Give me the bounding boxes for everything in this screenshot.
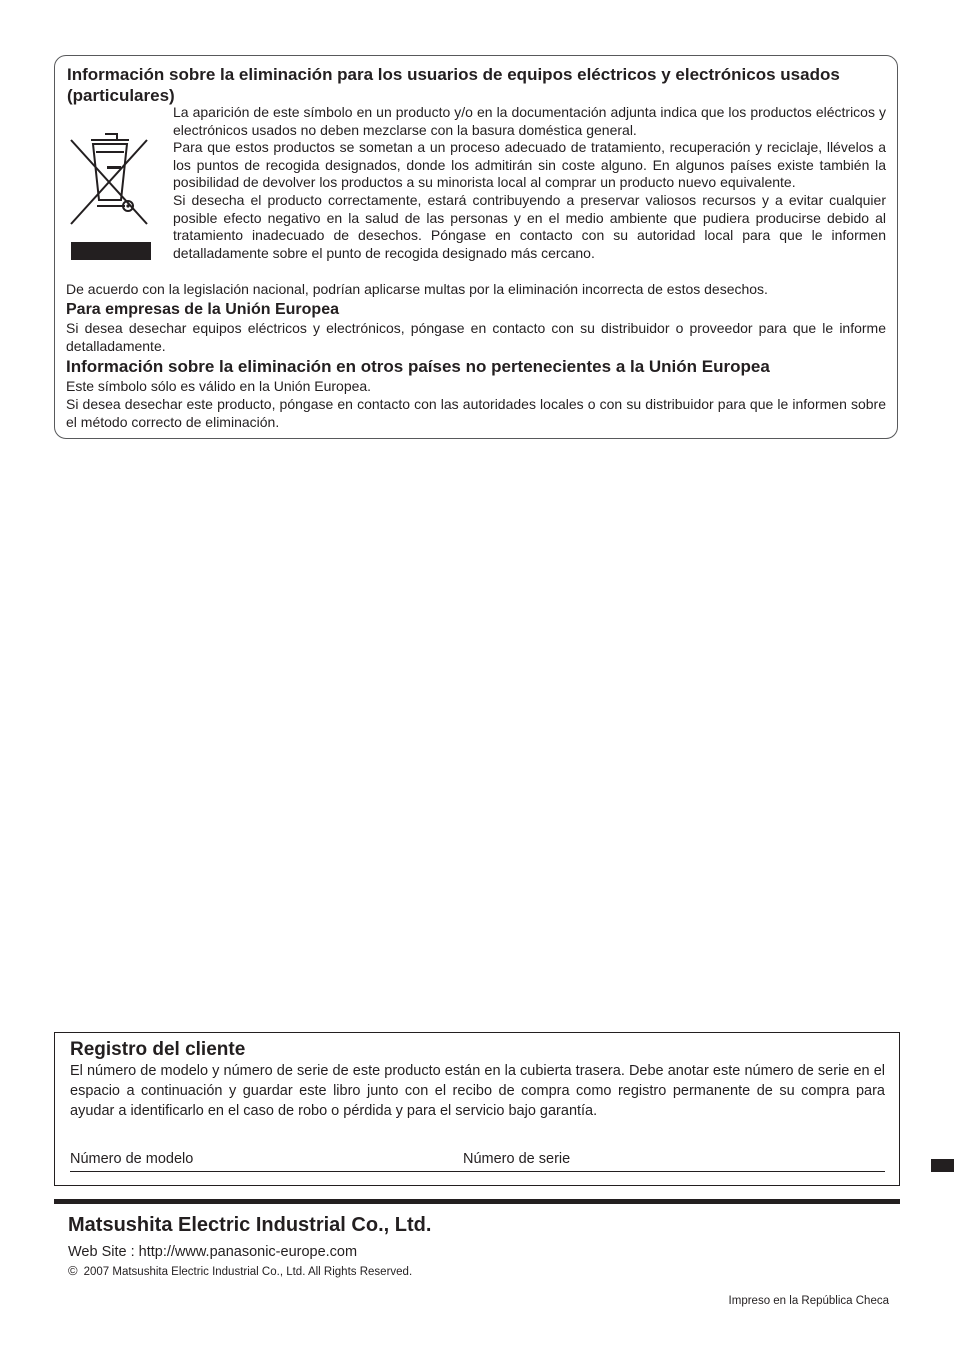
serial-number-label: Número de serie [463, 1151, 571, 1167]
copyright-text: 2007 Matsushita Electric Industrial Co., Ltd. All Rights Reserved. [83, 1266, 413, 1278]
company-name: Matsushita Electric Industrial Co., Ltd. [68, 1214, 432, 1236]
record-field-line [70, 1171, 885, 1172]
disposal-info-box [54, 55, 898, 439]
intro-paragraph: Si desecha el producto correctamente, estará contribuyendo a preservar valiosos recursos y a evitar cualquier posible efecto negativo en la salud de las personas y en el medio ambiente que pudiera producirse debido al tratamiento inadecuado de desechos. Póngase en contacto con su autoridad local para que le informen detalladamente sobre el punto de recogida designado más cercano. [173, 191, 886, 261]
other-countries-text-2: Si desea desechar este producto, póngase en contacto con las autoridades locales o con su distribuidor para que le informen sobre el método correcto de eliminación. [66, 396, 886, 430]
page-edge-tab [931, 1159, 954, 1172]
customer-record-box [54, 1032, 900, 1186]
crossed-out-wheelie-bin-icon [67, 126, 151, 266]
disposal-title: Información sobre la eliminación para los usuarios de equipos eléctricos y electrónicos usados (particulares) [67, 65, 840, 105]
copyright-symbol: © [68, 1263, 78, 1278]
intro-paragraph: La aparición de este símbolo en un producto y/o en la documentación adjunta indica que los productos eléctricos y electrónicos usados no deben mezclarse con la basura doméstica general. [173, 104, 886, 138]
intro-paragraph: Para que estos productos se sometan a un proceso adecuado de tratamiento, recuperación y reciclaje, llévelos a los puntos de recogida designados, donde los admitirán sin coste alguno. En algunos países existe también la posibilidad de devolver los productos a su minorista local al comprar un producto nuevo equivalente. [173, 139, 886, 191]
business-heading: Para empresas de la Unión Europea [66, 301, 339, 318]
other-countries-text-1: Este símbolo sólo es válido en la Unión Europea. [66, 378, 372, 394]
printed-in-text: Impreso en la República Checa [728, 1295, 889, 1307]
model-number-label: Número de modelo [70, 1151, 194, 1167]
business-text: Si desea desechar equipos eléctricos y electrónicos, póngase en contacto con su distribuidor o proveedor para que le informe detalladamente. [66, 320, 886, 354]
copyright-line [68, 1264, 412, 1279]
footer-rule [54, 1199, 900, 1204]
customer-record-title: Registro del cliente [70, 1039, 246, 1060]
other-countries-heading: Información sobre la eliminación en otros países no pertenecientes a la Unión Europea [66, 357, 770, 376]
disposal-intro [173, 104, 886, 262]
penalty-text: De acuerdo con la legislación nacional, podrían aplicarse multas por la eliminación incorrecta de estos desechos. [66, 281, 768, 297]
website-text: Web Site : http://www.panasonic-europe.com [68, 1244, 358, 1260]
customer-record-text: El número de modelo y número de serie de este producto están en la cubierta trasera. Debe anotar este número de serie en el espacio a continuación y guardar este libro junto con el recibo de compra como registro permanente de su compra para ayudar a identificarlo en el caso de robo o pérdida y para el servicio bajo garantía. [70, 1063, 885, 1119]
